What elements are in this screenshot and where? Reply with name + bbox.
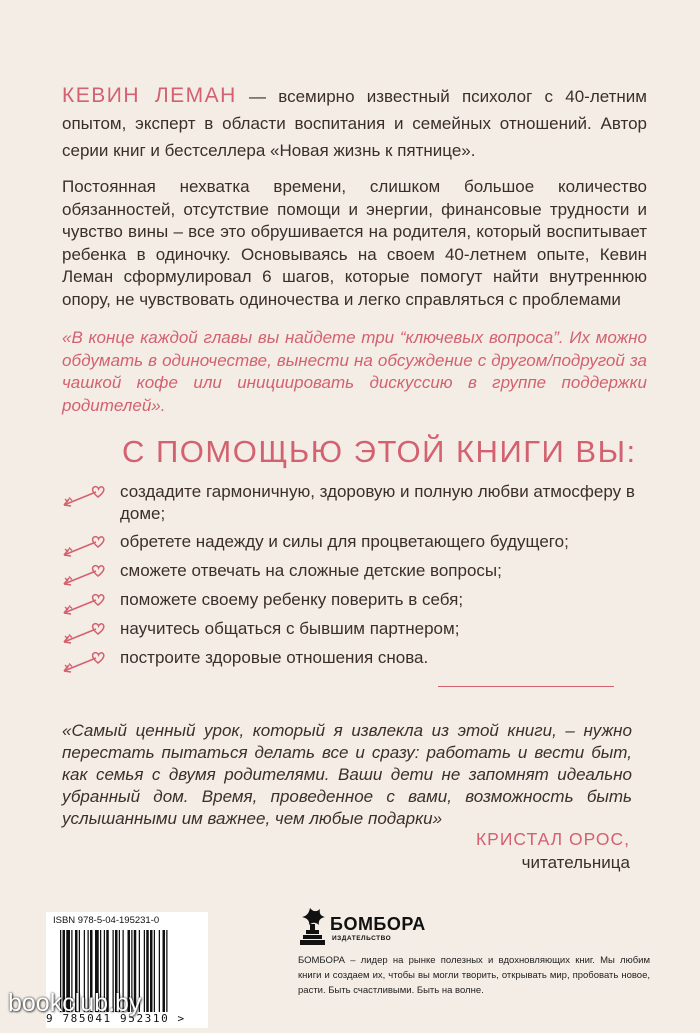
benefit-item	[60, 560, 640, 582]
benefit-text: поможете своему ребенку поверить в себя;	[120, 590, 464, 609]
heart-arrow-icon	[60, 535, 112, 561]
isbn-label: ISBN 978-5-04-195231-0	[53, 915, 160, 926]
publisher-name: БОМБОРА	[330, 914, 426, 934]
author-bio	[62, 82, 647, 164]
author-bio-text: — всемирно известный психолог с 40-летним опытом, эксперт в области воспитания и семейных отношений. Автор серии книг и бестселлера «Новая жизнь к пятнице».	[62, 87, 647, 160]
benefit-item	[60, 589, 640, 611]
benefit-item	[60, 481, 640, 525]
benefit-item	[60, 647, 640, 669]
heart-arrow-icon	[60, 593, 112, 619]
chapter-quote: «В конце каждой главы вы найдете три “ключевых вопроса”. Их можно обдумать в одиночестве, вынести на обсуждение с другом/подругой за чашкой кофе или инициировать дискуссию в группе поддержки родителей».	[62, 328, 647, 415]
heart-arrow-icon	[60, 622, 112, 648]
publisher-description: БОМБОРА – лидер на рынке полезных и вдохновляющих книг. Мы любим книги и создаем их, чтобы вы могли творить, открывать мир, пробовать новое, расти. Быть счастливыми. Быть на волне.	[298, 955, 650, 996]
heart-arrow-icon	[60, 485, 112, 511]
benefits-list	[60, 481, 640, 669]
bombora-logo-icon	[298, 906, 328, 950]
author-name: КЕВИН ЛЕМАН	[62, 84, 237, 107]
benefit-text: сможете отвечать на сложные детские вопросы;	[120, 561, 502, 580]
benefit-text: обретете надежду и силы для процветающего будущего;	[120, 532, 569, 551]
benefit-text: создадите гармоничную, здоровую и полную любви атмосферу в доме;	[120, 482, 635, 523]
publisher-subtitle: ИЗДАТЕЛЬСТВО	[332, 935, 392, 942]
heart-arrow-icon	[60, 651, 112, 677]
book-description: Постоянная нехватка времени, слишком большое количество обязанностей, отсутствие помощи и энергии, финансовые трудности и чувство вины – все это обрушивается на родителя, который воспитывает ребенка в одиночку. Основываясь на своем 40-летнем опыте, Кевин Леман сформулировал 6 шагов, которые помогут найти внутреннюю опору, не чувствовать одиночества и легко справляться с проблемами	[62, 177, 647, 309]
testimonial-role: читательница	[521, 853, 630, 872]
divider-line	[438, 686, 614, 687]
benefits-heading: С ПОМОЩЬЮ ЭТОЙ КНИГИ ВЫ:	[122, 434, 637, 469]
testimonial-quote: «Самый ценный урок, который я извлекла из этой книги, – нужно перестать пытаться делать все и сразу: работать и вести быт, как семья с двумя родителями. Ваши дети не запомнят идеально убранный дом. Время, проведенное с вами, возможность быть услышанными им важнее, чем любые подарки»	[62, 721, 632, 828]
heart-arrow-icon	[60, 564, 112, 590]
testimonial-signature	[476, 828, 630, 874]
benefit-text: научитесь общаться с бывшим партнером;	[120, 619, 460, 638]
testimonial-author: КРИСТАЛ ОРОС,	[475, 829, 630, 849]
benefit-item	[60, 618, 640, 640]
benefit-item	[60, 531, 640, 553]
watermark-text: bookclub.by	[8, 989, 142, 1017]
barcode-digits: 9 785041 952310 >	[46, 1012, 186, 1025]
benefit-text: построите здоровые отношения снова.	[120, 648, 429, 667]
